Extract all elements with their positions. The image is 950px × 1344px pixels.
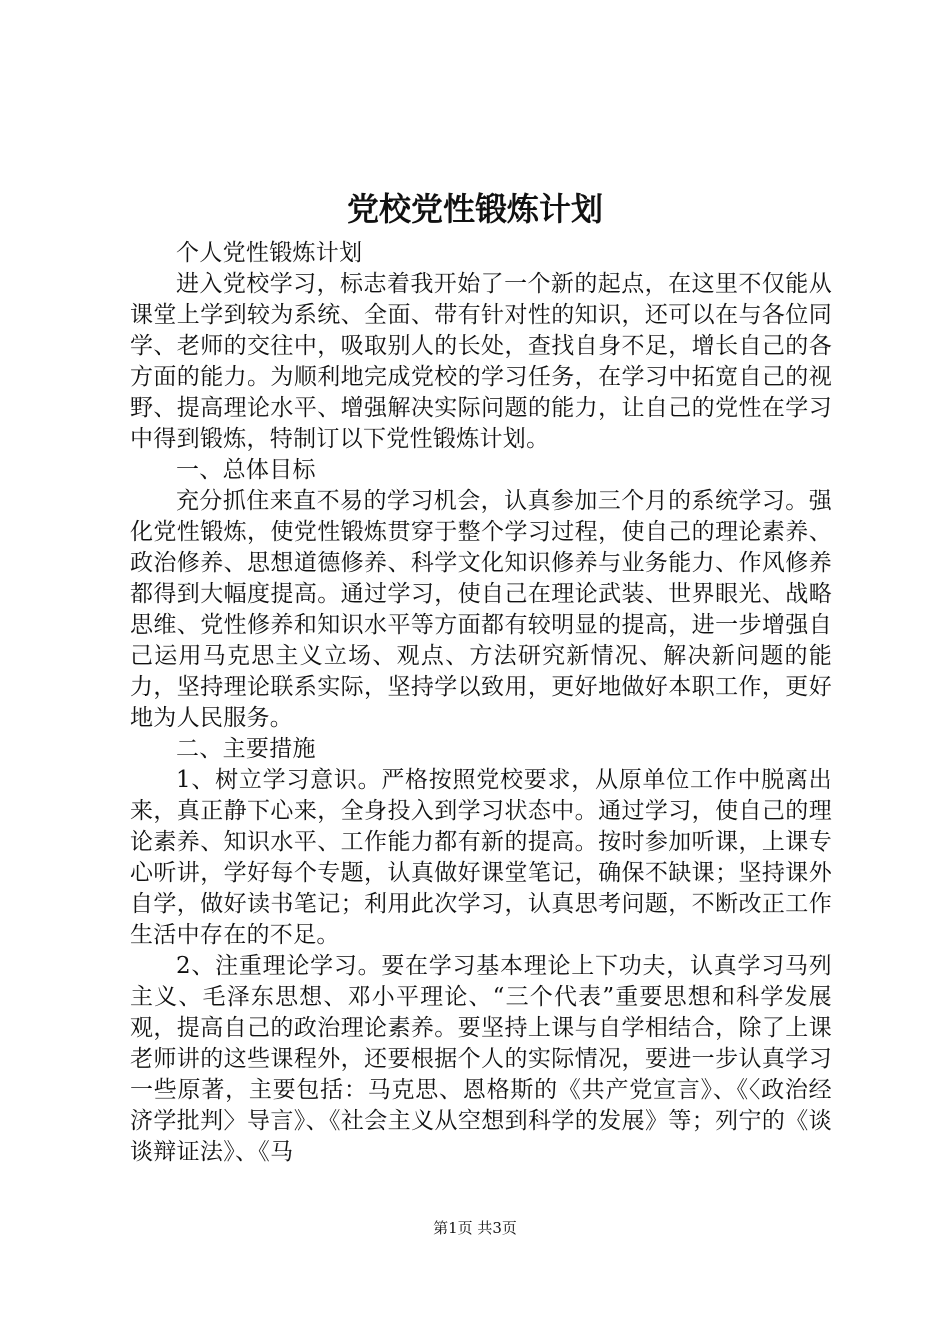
document-title: 党校党性锻炼计划 (346, 190, 603, 228)
paragraph-intro: 进入党校学习，标志着我开始了一个新的起点，在这里不仅能从课堂上学到较为系统、全面、带有针对性的知识，还可以在与各位同学、老师的交往中，吸取别人的长处，查找自身不足，增长自己的各方面的能力。为顺利地完成党校的学习任务，在学习中拓宽自己的视野、提高理论水平、增强解决实际问题的能力，让自己的党性在学习中得到锻炼，特制订以下党性锻炼计划。 (130, 271, 832, 452)
document-body (130, 238, 832, 1168)
paragraph-overall-goal: 充分抓住来直不易的学习机会，认真参加三个月的系统学习。强化党性锻炼，使党性锻炼贯穿于整个学习过程，使自己的理论素养、政治修养、思想道德修养、科学文化知识修养与业务能力、作风修养都得到大幅度提高。通过学习，使自己在理论武装、世界眼光、战略思维、党性修养和知识水平等方面都有较明显的提高，进一步增强自己运用马克思主义立场、观点、方法研究新情况、解决新问题的能力，坚持理论联系实际，坚持学以致用，更好地做好本职工作，更好地为人民服务。 (130, 488, 832, 731)
paragraph-subtitle: 个人党性锻炼计划 (176, 240, 363, 266)
page-footer: 第1页 共3页 (433, 1219, 517, 1237)
heading-overall-goal: 一、总体目标 (176, 457, 316, 483)
heading-main-measures: 二、主要措施 (176, 736, 316, 762)
paragraph-measure-2: 2、注重理论学习。要在学习基本理论上下功夫，认真学习马列主义、毛泽东思想、邓小平理论、“三个代表”重要思想和科学发展观，提高自己的政治理论素养。要坚持上课与自学相结合，除了上课老师讲的这些课程外，还要根据个人的实际情况，要进一步认真学习一些原著，主要包括：马克思、恩格斯的《共产党宣言》、《〈政治经济学批判〉导言》、《社会主义从空想到科学的发展》等；列宁的《谈谈辩证法》、《马 (130, 953, 832, 1165)
paragraph-measure-1: 1、树立学习意识。严格按照党校要求，从原单位工作中脱离出来，真正静下心来，全身投入到学习状态中。通过学习，使自己的理论素养、知识水平、工作能力都有新的提高。按时参加听课，上课专心听讲，学好每个专题，认真做好课堂笔记，确保不缺课；坚持课外自学，做好读书笔记；利用此次学习，认真思考问题，不断改正工作生活中存在的不足。 (130, 767, 832, 948)
